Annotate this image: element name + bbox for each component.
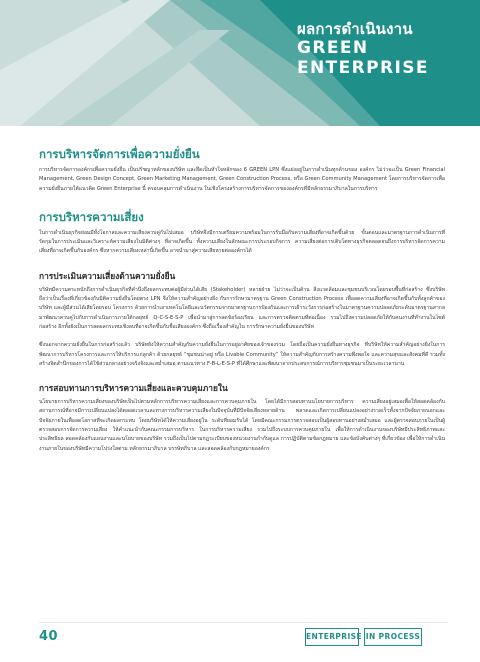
section-paragraph: ในการดำเนินธุรกิจย่อมมีทั้งโอกาสและความเสี่ยงควบคู่กันไปเสมอ บริษัทจึงมีการเตรียมความพร้อมในการรับมือกับความเสี่ยงที่อาจเกิดขึ้นด้วย ขั้นตอนและมาตรฐานการดำเนินการที่รัดกุมในการประเมินและวิเคราะห์ความเสี่ยงในมิติต่างๆ ที่อาจเกิดขึ้น ทั้งความเสี่ยงในลักษณะการประกอบกิจการ ความเสี่ยงต่อการเติบโตทางธุรกิจตลอดจนถึงการบริหารจัดการความเสี่ยงที่อาจเกิดขึ้นกับองค์กร ซึ่งหากความเสี่ยงเหล่านี้เกิดขึ้น อาจนำมาสู่ความเสียหายต่อองค์กรได้ [39, 229, 445, 255]
header-banner [0, 0, 480, 126]
section-paragraph: ซึ่งนอกจากความยั่งยืนในการก่อสร้างแล้ว บริษัทยังให้ความสำคัญกับความยั่งยืนในการอยู่อาศัยของเจ้าของร่วม โดยถือเป็นความยั่งยืนทางธุรกิจ ที่บริษัทให้ความสำคัญอย่างยิ่งในการพัฒนาการบริหารโครงการและการให้บริการแก่ลูกค้า ด้วยกลยุทธ์ “ชุมชนน่าอยู่ หรือ Livable Community” ให้ความสำคัญกับการสร้างความพึงพอใจ และความสุขและสังคมที่ดี รวมทั้งสร้างจิตสำนึกของการได้ใช้ส่วนกลางอย่างจริงจังและสม่ำเสมอ ตามแนวทาง F-B-L-E-S-P ที่ได้ศึกษาและพัฒนาจากประสบการณ์การบริหารชุมชนมาเป็นระยะเวลานาน [39, 342, 445, 367]
section-paragraph: การบริหารจัดการองค์กรเพื่อความยั่งยืน เป็นปรัชญาหลักของบริษัท และยึดเป็นหัวใจหลักของ 6 GREEN LPN ซึ่งแฝงอยู่ในการดำเนินทุกด้านของ องค์กร ไม่ว่าจะเป็น Green Financial Management, Green Design Concept, Green Marketing Management, Green Construction Process, หรือ Green Community Management โดยการบริหารจัดการเพื่อความยั่งยืนภายใต้แนวคิด Green Enterprise นี้ ครอบคลุมการดำเนินงาน ในเชิงโครงสร้างการบริหารจัดการขององค์กรที่มีหลักธรรมาภิบาลในการบริหาร [39, 167, 445, 192]
section-paragraph: บริษัทมีความตระหนักถึงการดำเนินธุรกิจที่คำนึงถึงผลกระทบต่อผู้มีส่วนได้เสีย (Stakeholder) หลายฝ่าย ไม่ว่าจะเป็นด้าน สิ่งแวดล้อมและชุมชนบริเวณโดยรอบพื้นที่ก่อสร้าง ซึ่งบริษัทถือว่าเป็นเรื่องที่เกี่ยวข้องกับมิติความยั่งยืนโดยตรง LPN จึงให้ความสำคัญอย่างยิ่ง กับการรักษามาตรฐาน Green Construction Process เพื่อลดความเสี่ยงที่อาจเกิดขึ้นกับทั้งลูกค้าของบริษัท และผู้มีส่วนได้เสียโดยรอบ โครงการ ด้วยการนำเอาเทคโนโลยีและนวัตกรรมจากมาตรฐานการป้องกันและการเฝ้าระวังการก่อสร้างในมาตรฐานความปลอดภัยระดับมาตรฐานสากล มาพัฒนาควบคู่ไปกับการดำเนินการภายใต้กลยุทธ์ Q-C-S-E-S-P เพื่อนำมาสู่การลดข้อร้องเรียน และการตรวจติดตามที่ต่อเนื่อง รวมไปถึงความปลอดภัยให้กับคนงานที่ทำงานในไซต์ก่อสร้าง อีกทั้งยังเป็นการลดผลกระทบเชิงลบที่อาจเกิดขึ้นกับชื่อเสียงองค์กร ซึ่งถือเรื่องสำคัญใน การรักษาความยั่งยืนของบริษัท [39, 286, 445, 330]
section-heading-risk: การบริหารความเสี่ยง [39, 209, 144, 224]
footer-tag-in-process: IN PROCESS [364, 628, 422, 646]
banner-title-en-line1: GREEN [297, 38, 369, 58]
banner-title-en-line2: ENTERPRISE [297, 58, 429, 78]
footer-divider [39, 622, 447, 623]
section-heading-sustainability: การบริหารจัดการเพื่อความยั่งยืน [39, 147, 200, 161]
subsection-heading-risk-assessment: การประเมินความเสี่ยงด้านความยั่งยืน [39, 270, 176, 281]
main-content [39, 143, 445, 454]
banner-title-thai: ผลการดำเนินงาน [297, 20, 413, 38]
section-paragraph: นโยบายการบริหารความเสี่ยงของบริษัทเป็นไปตามหลักการบริหารความเสี่ยงและการควบคุมภายใน โดยได้มีการสอบทานนโยบายการบริหาร ความเสี่ยงอยู่เสมอเพื่อให้สอดคล้องกับสถานการณ์ที่อาจมีการเปลี่ยนแปลงได้ตลอดเวลาและทางการบริหารความเสี่ยงในปัจจุบันที่มีปัจจัยเสี่ยงหลายด้าน พลาดและเกิดการเปลี่ยนแปลงอย่างรวดเร็วทั้งจากปัจจัยภายนอกและปัจจัยภายในเพื่อลดโอกาสที่จะเกิดผลกระทบ โดยบริษัทได้ให้ความเสี่ยงอยู่ใน ระดับที่ยอมรับได้ โดยมีคณะกรรมการตรวจสอบเป็นผู้สอบทานอย่างสม่ำเสมอ และผู้ตรวจสอบภายในเป็นผู้ตรวจสอบการจัดการความเสี่ยง ให้คำแนะนำกับคณะกรรมการบริหาร ในการบริหารความเสี่ยง รวมไปถึงระบบการควบคุมภายใน เพื่อให้การดำเนินงานของบริษัทมีประสิทธิภาพและประสิทธิผล สอดคล้องกับแผนงานและนโยบายของบริษัท รวมถึงเป็นไปตามกฎระเบียบของหน่วยงานกำกับดูแล การปฏิบัติตามข้อกฎหมาย และข้อบังคับต่างๆ ที่เกี่ยวข้อง เพื่อให้การดำเนินงานภายในของบริษัทมีความโปร่งใสตาม หลักธรรมาภิบาล บรรษัทภิบาล และสอดคล้องกับกฎหมายองค์กร [39, 399, 445, 452]
page-number: 40 [39, 629, 59, 644]
footer-tag-enterprise: ENTERPRISE [305, 628, 359, 646]
banner-title [297, 20, 462, 78]
subsection-heading-internal-control: การสอบทานการบริหารความเสี่ยงและควบคุมภายใน [39, 383, 228, 394]
